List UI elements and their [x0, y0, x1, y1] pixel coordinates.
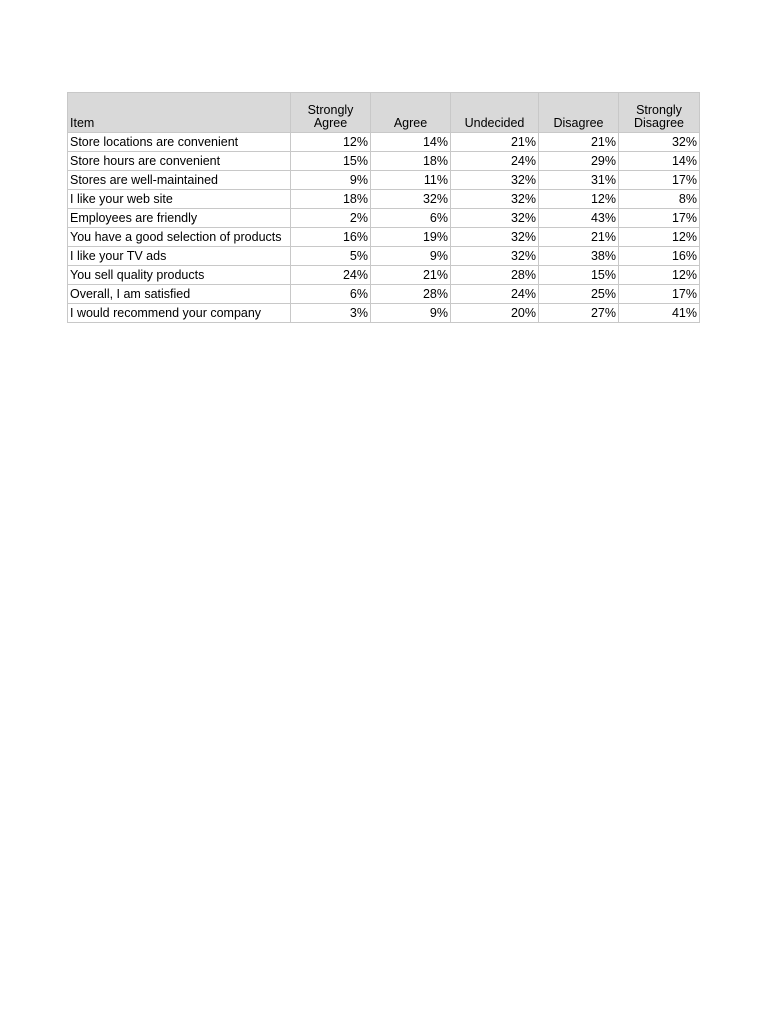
cell-strongly-agree: 16%	[291, 228, 371, 247]
cell-agree: 9%	[371, 247, 451, 266]
header-strongly-disagree-line-1: Strongly	[636, 103, 682, 117]
cell-undecided: 32%	[451, 247, 539, 266]
table-row	[68, 209, 700, 228]
cell-disagree: 12%	[539, 190, 619, 209]
survey-table	[67, 92, 700, 323]
cell-strongly-agree: 2%	[291, 209, 371, 228]
cell-undecided: 32%	[451, 228, 539, 247]
table-row	[68, 247, 700, 266]
cell-strongly-agree: 24%	[291, 266, 371, 285]
header-strongly-disagree	[619, 93, 700, 133]
row-item-label: Overall, I am satisfied	[68, 285, 291, 304]
cell-disagree: 15%	[539, 266, 619, 285]
cell-strongly-disagree: 17%	[619, 285, 700, 304]
header-strongly-disagree-line-2: Disagree	[633, 116, 685, 130]
cell-strongly-disagree: 12%	[619, 266, 700, 285]
cell-strongly-agree: 5%	[291, 247, 371, 266]
row-item-label: You have a good selection of products	[68, 228, 291, 247]
cell-disagree: 21%	[539, 228, 619, 247]
cell-agree: 32%	[371, 190, 451, 209]
cell-strongly-disagree: 41%	[619, 304, 700, 323]
header-agree: Agree	[371, 93, 451, 133]
cell-agree: 6%	[371, 209, 451, 228]
table-row	[68, 285, 700, 304]
cell-disagree: 27%	[539, 304, 619, 323]
row-item-label: Stores are well-maintained	[68, 171, 291, 190]
cell-strongly-disagree: 32%	[619, 133, 700, 152]
row-item-label: Store hours are convenient	[68, 152, 291, 171]
cell-disagree: 43%	[539, 209, 619, 228]
cell-agree: 28%	[371, 285, 451, 304]
cell-undecided: 24%	[451, 285, 539, 304]
cell-agree: 14%	[371, 133, 451, 152]
header-strongly-agree-line-1: Strongly	[307, 103, 354, 117]
cell-disagree: 21%	[539, 133, 619, 152]
cell-strongly-agree: 18%	[291, 190, 371, 209]
table-row	[68, 190, 700, 209]
cell-strongly-agree: 12%	[291, 133, 371, 152]
cell-strongly-disagree: 14%	[619, 152, 700, 171]
cell-strongly-agree: 15%	[291, 152, 371, 171]
cell-disagree: 25%	[539, 285, 619, 304]
cell-undecided: 28%	[451, 266, 539, 285]
survey-sheet	[67, 92, 700, 323]
table-row	[68, 228, 700, 247]
cell-strongly-agree: 3%	[291, 304, 371, 323]
cell-undecided: 32%	[451, 171, 539, 190]
cell-undecided: 21%	[451, 133, 539, 152]
header-undecided: Undecided	[451, 93, 539, 133]
header-disagree: Disagree	[539, 93, 619, 133]
header-item: Item	[68, 93, 291, 133]
table-row	[68, 304, 700, 323]
cell-strongly-disagree: 8%	[619, 190, 700, 209]
table-row	[68, 133, 700, 152]
cell-strongly-disagree: 12%	[619, 228, 700, 247]
row-item-label: I would recommend your company	[68, 304, 291, 323]
header-strongly-agree	[291, 93, 371, 133]
cell-strongly-agree: 9%	[291, 171, 371, 190]
row-item-label: Employees are friendly	[68, 209, 291, 228]
cell-undecided: 24%	[451, 152, 539, 171]
cell-undecided: 32%	[451, 209, 539, 228]
cell-agree: 11%	[371, 171, 451, 190]
cell-undecided: 32%	[451, 190, 539, 209]
cell-agree: 19%	[371, 228, 451, 247]
cell-disagree: 38%	[539, 247, 619, 266]
row-item-label: I like your TV ads	[68, 247, 291, 266]
cell-disagree: 31%	[539, 171, 619, 190]
header-row	[68, 93, 700, 133]
cell-strongly-agree: 6%	[291, 285, 371, 304]
cell-strongly-disagree: 17%	[619, 209, 700, 228]
cell-undecided: 20%	[451, 304, 539, 323]
row-item-label: Store locations are convenient	[68, 133, 291, 152]
header-strongly-agree-line-2: Agree	[313, 116, 348, 130]
row-item-label: You sell quality products	[68, 266, 291, 285]
cell-disagree: 29%	[539, 152, 619, 171]
cell-strongly-disagree: 16%	[619, 247, 700, 266]
cell-strongly-disagree: 17%	[619, 171, 700, 190]
table-body	[68, 133, 700, 323]
table-row	[68, 266, 700, 285]
cell-agree: 21%	[371, 266, 451, 285]
cell-agree: 9%	[371, 304, 451, 323]
cell-agree: 18%	[371, 152, 451, 171]
table-row	[68, 152, 700, 171]
table-row	[68, 171, 700, 190]
row-item-label: I like your web site	[68, 190, 291, 209]
